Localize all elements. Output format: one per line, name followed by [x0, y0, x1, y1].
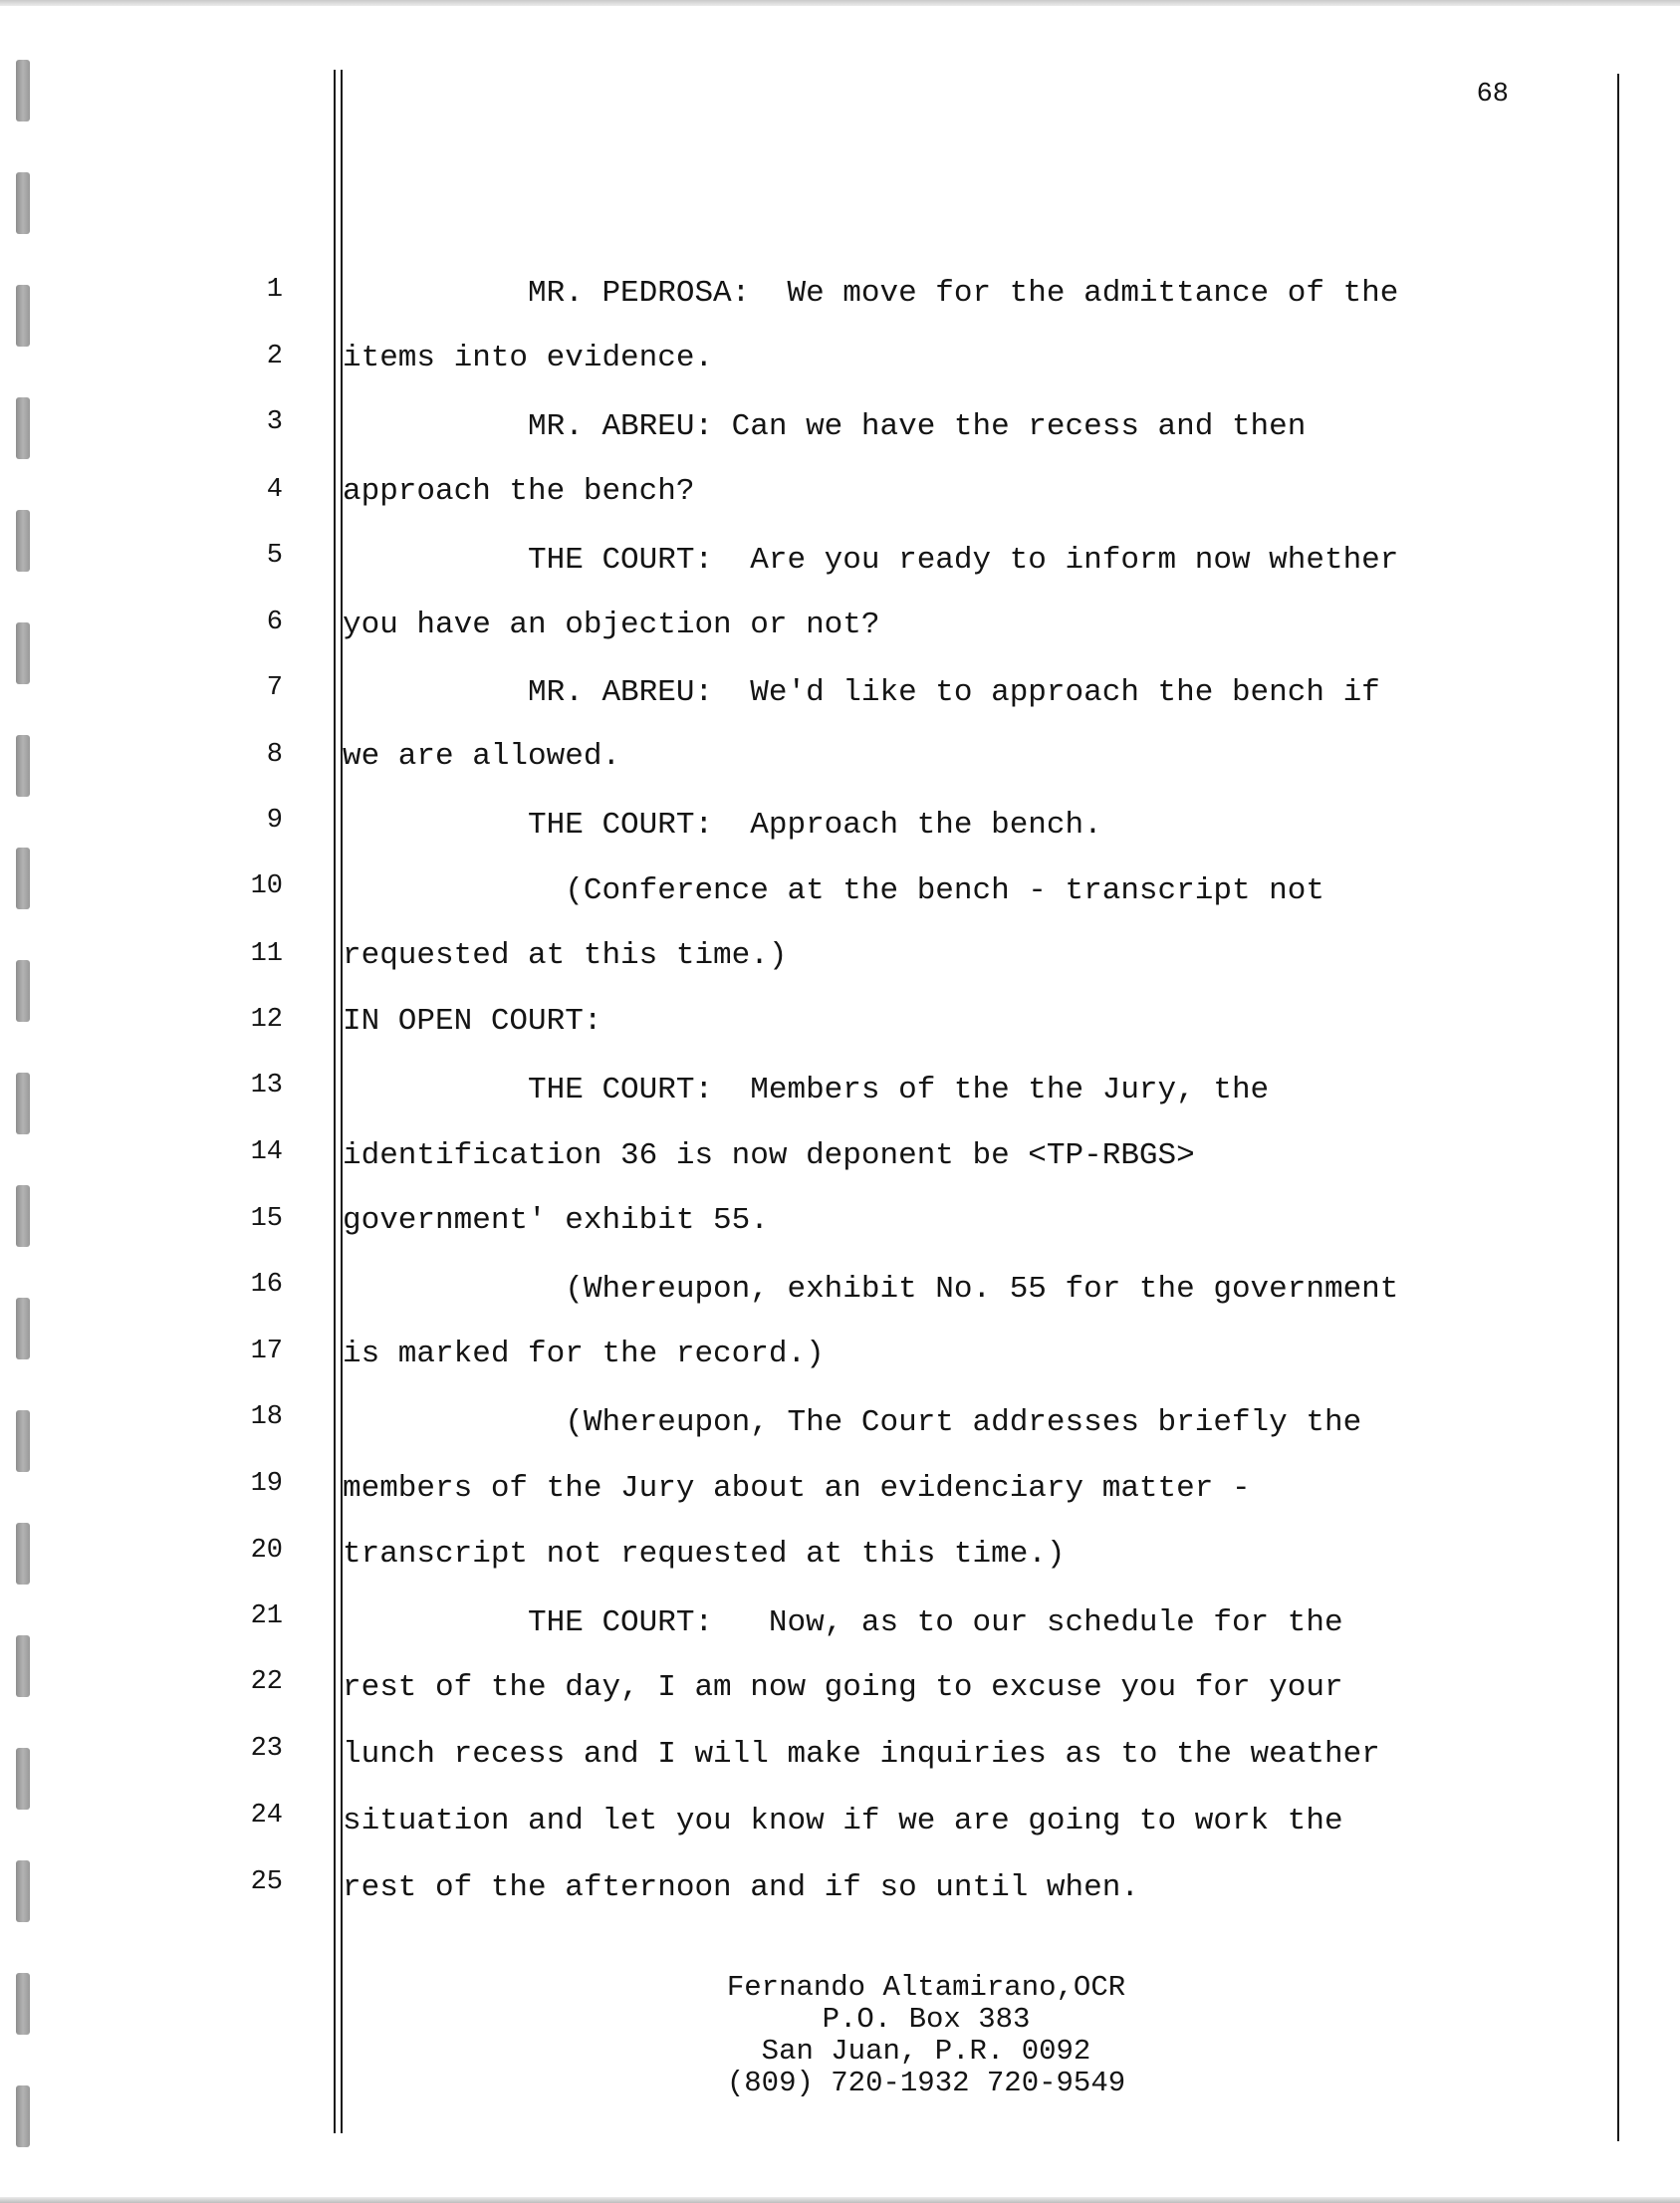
line-number: 4 [266, 475, 283, 505]
reporter-name: Fernando Altamirano,OCR [726, 1971, 1126, 2004]
binder-hole [16, 1860, 30, 1922]
transcript-line: government' exhibit 55. [343, 1203, 769, 1238]
binder-hole [16, 1973, 30, 2035]
left-margin-rule [334, 70, 336, 2133]
reporter-po-box: P.O. Box 383 [822, 2003, 1031, 2036]
transcript-line: items into evidence. [343, 341, 714, 375]
binder-hole [16, 1635, 30, 1697]
line-number: 15 [250, 1204, 283, 1234]
line-number: 25 [250, 1867, 283, 1897]
reporter-city: San Juan, P.R. 0092 [761, 2035, 1091, 2068]
transcript-line: identification 36 is now deponent be <TP-RBGS> [343, 1138, 1195, 1173]
transcript-line: requested at this time.) [343, 938, 788, 973]
right-margin-rule [1617, 74, 1619, 2141]
binder-hole [16, 1298, 30, 1359]
line-number: 24 [250, 1801, 283, 1831]
scan-top-edge [0, 0, 1680, 6]
line-number: 3 [266, 407, 283, 437]
transcript-line: MR. ABREU: We'd like to approach the bench if [343, 675, 1380, 710]
transcript-line: you have an objection or not? [343, 608, 880, 642]
transcript-line: rest of the day, I am now going to excuse you for your [343, 1670, 1343, 1705]
transcript-line: (Whereupon, exhibit No. 55 for the government [343, 1272, 1399, 1307]
line-number: 20 [250, 1536, 283, 1566]
line-number: 13 [250, 1071, 283, 1101]
page-number: 68 [1476, 80, 1509, 110]
binder-hole [16, 848, 30, 909]
line-number: 1 [266, 275, 283, 305]
binder-hole [16, 960, 30, 1022]
transcript-line: lunch recess and I will make inquiries as to the weather [343, 1737, 1380, 1772]
transcript-line: we are allowed. [343, 739, 621, 774]
binder-hole [16, 60, 30, 122]
transcript-line: IN OPEN COURT: [343, 1004, 602, 1039]
transcript-line: THE COURT: Approach the bench. [343, 808, 1102, 843]
line-number: 21 [250, 1601, 283, 1631]
transcript-line: rest of the afternoon and if so until when. [343, 1870, 1139, 1905]
reporter-phones: (809) 720-1932 720-9549 [726, 2067, 1126, 2099]
line-number: 11 [250, 939, 283, 969]
line-number: 23 [250, 1734, 283, 1764]
transcript-line: approach the bench? [343, 474, 695, 509]
line-number: 18 [250, 1402, 283, 1432]
transcript-line: is marked for the record.) [343, 1337, 825, 1371]
transcript-line: (Conference at the bench - transcript not [343, 873, 1324, 908]
line-number: 17 [250, 1337, 283, 1366]
transcript-line: THE COURT: Are you ready to inform now whether [343, 543, 1399, 578]
binder-holes [16, 60, 36, 2191]
binder-hole [16, 1748, 30, 1810]
binder-hole [16, 2085, 30, 2147]
line-number: 10 [250, 871, 283, 901]
line-number: 6 [266, 608, 283, 637]
line-number: 8 [266, 740, 283, 770]
line-number: 22 [250, 1667, 283, 1697]
transcript-line: MR. ABREU: Can we have the recess and then [343, 409, 1307, 444]
binder-hole [16, 735, 30, 797]
binder-hole [16, 510, 30, 572]
line-number: 5 [266, 541, 283, 571]
transcript-line: THE COURT: Now, as to our schedule for the [343, 1605, 1343, 1640]
binder-hole [16, 1410, 30, 1472]
binder-hole [16, 1523, 30, 1585]
transcript-line: MR. PEDROSA: We move for the admittance of the [343, 276, 1399, 311]
line-number: 19 [250, 1469, 283, 1499]
reporter-footer [578, 1972, 1275, 2099]
binder-hole [16, 172, 30, 234]
scan-bottom-edge [0, 2197, 1680, 2203]
binder-hole [16, 622, 30, 684]
line-number: 7 [266, 673, 283, 703]
transcript-line: members of the Jury about an evidenciary matter - [343, 1471, 1251, 1506]
transcript-line: THE COURT: Members of the the Jury, the [343, 1073, 1270, 1107]
binder-hole [16, 1073, 30, 1134]
line-number: 14 [250, 1137, 283, 1167]
line-number: 12 [250, 1005, 283, 1035]
transcript-line: (Whereupon, The Court addresses briefly the [343, 1405, 1362, 1440]
binder-hole [16, 1185, 30, 1247]
line-number: 9 [266, 806, 283, 836]
line-number: 2 [266, 342, 283, 371]
binder-hole [16, 397, 30, 459]
line-number: 16 [250, 1270, 283, 1300]
transcript-line: situation and let you know if we are going to work the [343, 1804, 1343, 1838]
transcript-line: transcript not requested at this time.) [343, 1537, 1066, 1572]
binder-hole [16, 285, 30, 347]
